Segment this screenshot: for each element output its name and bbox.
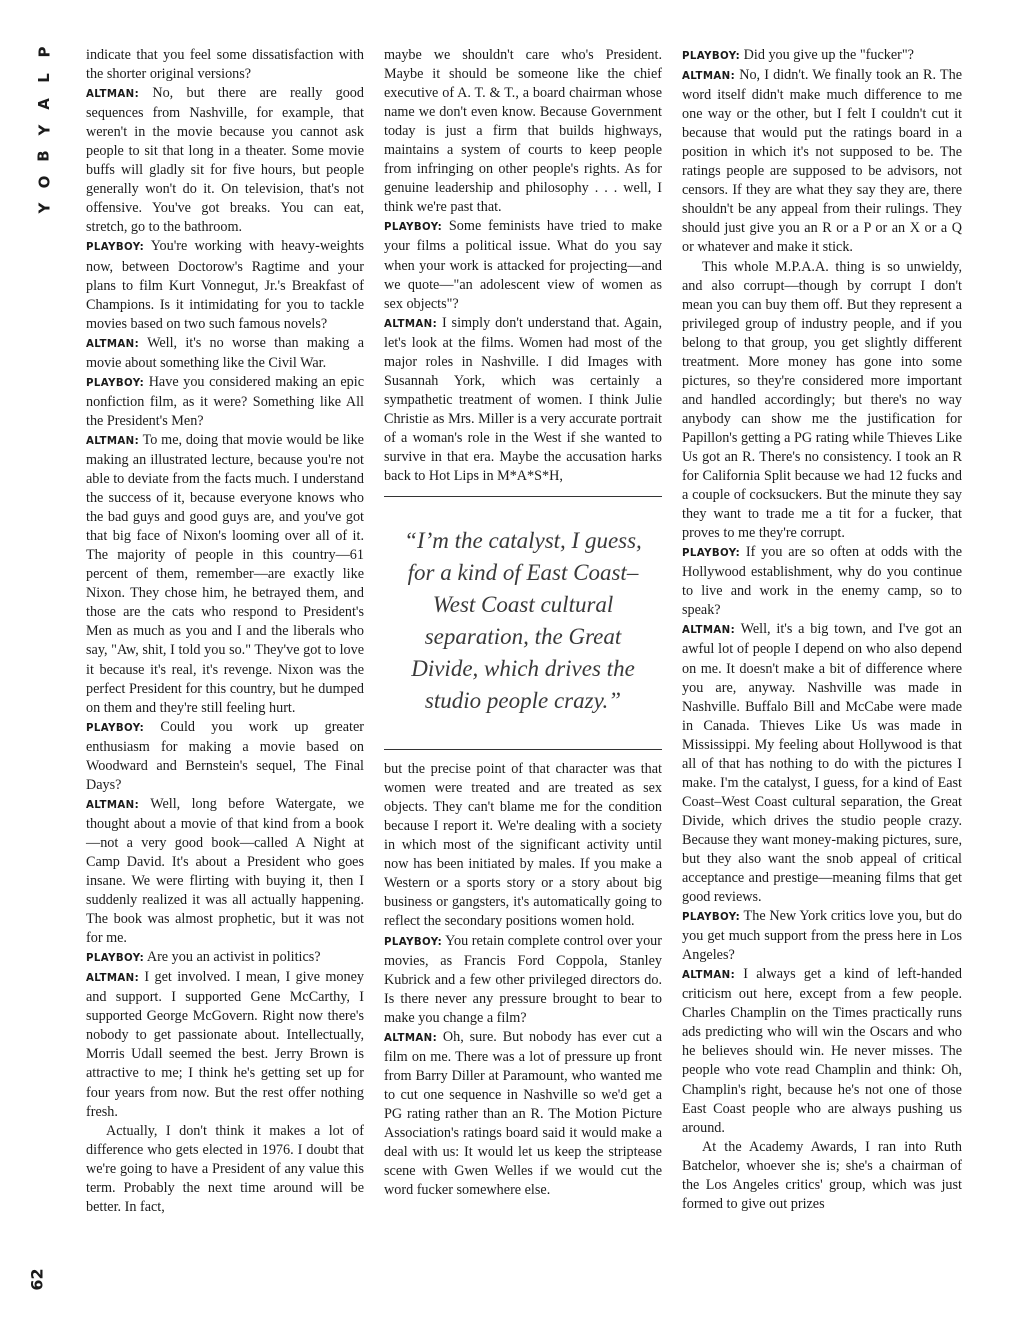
paragraph-text: Well, it's no worse than making a movie about something like the Civil War. — [86, 334, 364, 371]
paragraph-text: Some feminists have tried to make your films a political issue. What do you say when your work is attacked for projecting—and we quote—"an adolescent view of women as sex objects"? — [384, 218, 662, 312]
paragraph-text: If you are so often at odds with the Hollywood establishment, why do you continue to live and work in the enemy camp, so to speak? — [682, 544, 962, 619]
paragraph-text: Could you work up greater enthusiasm for making a movie based on Woodward and Bernstein's sequel, The Final Days? — [86, 718, 364, 793]
speaker-label: PLAYBOY: — [384, 936, 443, 948]
paragraph-text: maybe we shouldn't care who's President. Maybe it should be someone like the chief executive of A. T. & T., a board chairman whose name we don't even know. Because Government today is just a firm that builds highways, maintains a system of courts to keep people from infringing on other people's rights. As for genuine leadership and philosophy . . . well, I think we're past that. — [384, 47, 662, 216]
paragraph-text: No, I didn't. We finally took an R. The word itself didn't make much difference to me one way or the other, but I felt I couldn't cut it because that would put the ratings board in a position in which it's not supposed to be. The ratings people are supposed to be advisors, not censors. If they are what they say they are, there shouldn't be any appeal from their rulings. They should just give you an R or a P or an X or a Q or whatever and make it stick. — [682, 67, 962, 256]
paragraph — [682, 907, 962, 965]
text-column-2 — [384, 46, 662, 1200]
paragraph-text: I always get a kind of left-handed criticism out here, except from a few people. Charles Champlin on the Times practically runs ads predicting who will win the Oscars and who he believes should win. He never misses. The people who vote read Champlin and think: Oh, Champlin's right, because he's not one of those East Coast people who are always pushing us around. — [682, 966, 962, 1136]
paragraph-text: I simply don't understand that. Again, let's look at the films. Women had most of the major roles in Nashville. I did Images with Susannah York, which was certainly a sympathetic treatment of women. I think Julie Christie as Mrs. Miller is a very accurate portrait of a woman's role in the West if she wanted to survive in that era. Maybe the accusation harks back to Hot Lips in M*A*S*H, — [384, 314, 662, 485]
speaker-label: PLAYBOY: — [86, 377, 145, 389]
paragraph-text: but the precise point of that character was that women were treated and are treated as sex objects. They can't blame me for the condition because I report it. We're dealing with a society in which most of the significant activity until now has been initiated by males. If you make a Western or a sports story or a story about big business or gangsters, it's automatically going to reflect the secondary positions women hold. — [384, 761, 662, 930]
column-2-upper-text — [384, 46, 662, 486]
speaker-label: PLAYBOY: — [682, 51, 741, 62]
paragraph-text: No, but there are really good sequences from Nashville, for example, that weren't in the movie because you cannot ask people to sit that long in a theater. Some movie buffs will gladly sit for five hours, but people generally won't do it. On television, that's not offensive. You've got breaks. You can eat, stretch, go to the bathroom. — [86, 85, 364, 236]
paragraph — [682, 620, 962, 907]
masthead-letter: L — [35, 73, 53, 83]
paragraph-text: Well, long before Watergate, we thought about a movie of that kind from a book—not a very good book—called A Night at Camp David. It's about a President who goes insane. We were flirting with buying it, then I suddenly realized it was all actually happening. The book was almost prophetic, but it was not for me. — [86, 795, 364, 947]
paragraph — [682, 543, 962, 620]
speaker-label: PLAYBOY: — [86, 953, 145, 965]
speaker-label: ALTMAN: — [86, 973, 140, 985]
masthead-letter: B — [35, 150, 53, 162]
paragraph — [86, 795, 364, 948]
paragraph — [86, 84, 364, 237]
masthead-letter: P — [35, 46, 53, 58]
pull-quote: “I’m the catalyst, I guess, for a kind of East Coast–West Coast cultural separation, the Great Divide, which drives the studio people crazy.” — [404, 528, 642, 714]
masthead-letter: A — [34, 98, 53, 110]
speaker-label: ALTMAN: — [384, 318, 438, 330]
paragraph — [384, 46, 662, 217]
masthead-letter: Y — [35, 124, 53, 136]
speaker-label: ALTMAN: — [682, 625, 736, 637]
speaker-label: ALTMAN: — [86, 338, 140, 350]
playboy-masthead-spine — [32, 40, 56, 222]
paragraph — [384, 932, 662, 1028]
speaker-label: ALTMAN: — [86, 89, 140, 101]
paragraph — [682, 965, 962, 1137]
speaker-label: PLAYBOY: — [384, 222, 443, 234]
paragraph — [682, 46, 962, 66]
page-number: 62 — [27, 1268, 47, 1291]
text-column-3 — [682, 46, 962, 1214]
pullquote-bottom-rule — [384, 749, 662, 750]
pullquote-top-rule — [384, 496, 662, 497]
speaker-label: ALTMAN: — [86, 435, 140, 447]
paragraph-text: The New York critics love you, but do you get much support from the press here in Los Angeles? — [682, 908, 962, 964]
paragraph-text: You retain complete control over your movies, as Francis Ford Coppola, Stanley Kubrick and a few other privileged directors do. Is there never any pressure brought to bear to make you change a film? — [384, 932, 662, 1026]
paragraph — [86, 1122, 364, 1217]
paragraph-text: You're working with heavy-weights now, between Doctorow's Ragtime and your plans to film Kurt Vonnegut, Jr.'s Breakfast of Champions. Is it intimidating for you to tackle movies based on two such famous novels? — [86, 238, 364, 332]
speaker-label: PLAYBOY: — [86, 242, 145, 254]
speaker-label: ALTMAN: — [682, 970, 736, 982]
speaker-label: PLAYBOY: — [682, 912, 741, 924]
column-2-lower-text — [384, 760, 662, 1200]
speaker-label: PLAYBOY: — [682, 548, 741, 560]
paragraph — [384, 1028, 662, 1200]
masthead-letter: Y — [35, 202, 53, 214]
speaker-label: ALTMAN: — [682, 71, 736, 83]
paragraph-text: indicate that you feel some dissatisfaction with the shorter original versions? — [86, 47, 364, 83]
speaker-label: PLAYBOY: — [86, 722, 145, 734]
paragraph-text: At the Academy Awards, I ran into Ruth Batchelor, whoever she is; she's a chairman of the Los Angeles critics' group, which was just formed to give out prizes — [682, 1138, 962, 1212]
paragraph — [384, 217, 662, 313]
paragraph — [86, 373, 364, 431]
paragraph — [682, 258, 962, 544]
paragraph-text: Actually, I don't think it makes a lot of difference who gets elected in 1976. I doubt that we're going to have a President of any value this term. Probably the next time around will be better. In fact, — [86, 1122, 364, 1215]
paragraph-text: To me, doing that movie would be like making an illustrated lecture, because you're not able to deviate from the facts much. I understand the success of it, because everyone knows who the bad guys and good guys are, and you've got that big face of Nixon's looming over all of it. The majority of people in this country—61 percent of them, remember—are exactly like Nixon. They chose him, he betrayed them, and those are the cats who respond to President's Men as much as you and I and the liberals who say, "Aw, shit, I told you so." They've got to love it because it's real, it's revenge. Nixon was the perfect President for this country, but he dumped on them and they're still feeling hurt. — [86, 431, 364, 716]
paragraph — [86, 968, 364, 1121]
paragraph-text: Did you give up the "fucker"? — [740, 47, 914, 63]
paragraph-text: Well, it's a big town, and I've got an awful lot of people I depend on who also depend on me. It doesn't make a bit of difference where you are, anyway. Nashville was made in Nashville. Buffalo Bill and McCabe were made in Canada. Thieves Like Us was made in Mississippi. My feeling about Hollywood is that all of that has nothing to do with the pictures I make. I'm the catalyst, I guess, for a kind of East Coast–West Coast cultural separation, the Great Divide, which drives the studio people crazy. Because they want money-making pictures, sure, but they also want the snob appeal of critical acceptance and prestige—meaning films that get good reviews. — [682, 621, 962, 906]
paragraph — [384, 314, 662, 486]
paragraph-text: Have you considered making an epic nonfiction film, as it were? Something like All the President's Men? — [86, 373, 364, 429]
masthead-letter: O — [34, 175, 53, 189]
paragraph — [86, 718, 364, 795]
paragraph-text: I get involved. I mean, I give money and support. I supported Gene McCarthy, I supported George McGovern. Right now there's nobody to get passionate about. Intellectually, Morris Udall seemed the best. Jerry Brown is attractive to me; I think he's getting set up for four years from now. But the rest offer nothing fresh. — [86, 969, 364, 1120]
paragraph — [86, 334, 364, 373]
paragraph — [86, 431, 364, 718]
text-column-1 — [86, 46, 364, 1217]
paragraph-text: This whole M.P.A.A. thing is so unwieldy, and also corrupt—though by corrupt I don't mean you can buy them off. But they represent a privileged group of industry people, and if you belong to that group, you get slightly different treatment. More money has gone into some pictures, so they're considered more important and handled accordingly; but there's no way anybody can show me the justification for Papillon's getting a PG rating while Thieves Like Us got an R. There's no consistency. I took an R for California Split because we had 12 fucks and a couple of cocksuckers. But the minute they say they want to trade me a tit for a fucker, that proves to me they're corrupt. — [682, 258, 962, 542]
paragraph — [384, 760, 662, 931]
speaker-label: ALTMAN: — [86, 799, 140, 811]
paragraph-text: Oh, sure. But nobody has ever cut a film on me. There was a lot of pressure up front from Barry Diller at Paramount, who wanted me to cut one sequence in Nashville so we'd get a PG rating rather than an R. The Motion Picture Association's ratings board said it would make a deal with us: It would let us keep the striptease scene with Gwen Welles if we would cut the word fucker somewhere else. — [384, 1028, 662, 1199]
paragraph — [86, 46, 364, 84]
speaker-label: ALTMAN: — [384, 1032, 438, 1044]
paragraph — [682, 66, 962, 257]
paragraph — [86, 237, 364, 333]
paragraph-text: Are you an activist in politics? — [144, 949, 321, 966]
paragraph — [86, 948, 364, 968]
paragraph — [682, 1138, 962, 1214]
